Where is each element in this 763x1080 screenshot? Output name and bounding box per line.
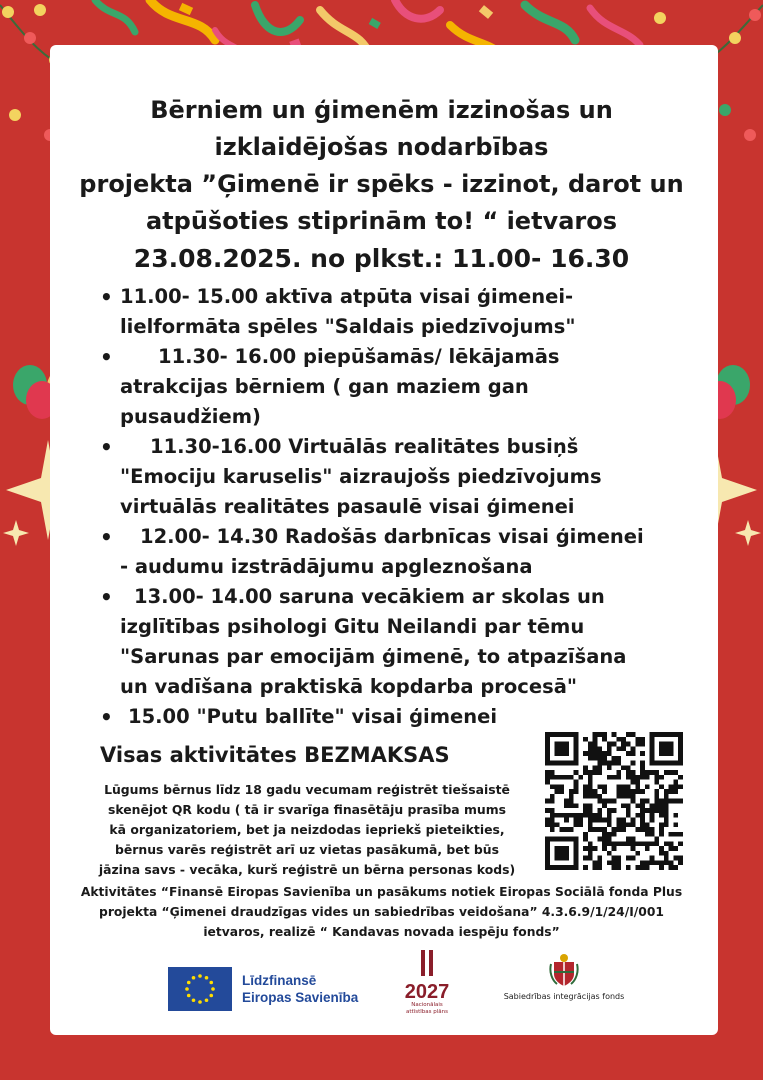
nap-2027-logo <box>392 948 462 1016</box>
eu-logo-line: Eiropas Savienība <box>242 990 359 1005</box>
eu-logo-text <box>242 972 358 1006</box>
activity-line: pusaudžiem) <box>120 405 261 428</box>
title-line: atpūšoties stiprinām to! “ ietvaros <box>145 207 617 235</box>
activity-line: lielformāta spēles "Saldais piedzīvojums" <box>120 315 576 338</box>
registration-note <box>72 780 542 880</box>
registration-line: skenējot QR kodu ( tā ir svarīga finasētāju prasība mums <box>107 802 507 817</box>
nap-bars-icon <box>407 948 447 978</box>
activity-item <box>120 342 660 432</box>
eu-star-icon <box>187 981 191 985</box>
event-date: 23.08.2025. no plkst.: 11.00- 16.30 <box>133 244 630 273</box>
nap-line: attīstības plāns <box>406 1009 448 1015</box>
funding-statement <box>60 882 703 942</box>
activity-line: • 11.30-16.00 Virtuālās realitātes busiņš <box>150 435 579 458</box>
funding-line: ietvaros, realizē “ Kandavas novada iespēju fonds” <box>203 925 560 939</box>
activity-item <box>120 582 660 702</box>
eu-star-icon <box>211 987 215 991</box>
nap-year: 2027 <box>404 981 450 1003</box>
coat-of-arms-icon <box>549 952 579 988</box>
activity-line: • 11.30- 16.00 piepūšamās/ lēkājamās <box>158 345 560 368</box>
eu-star-icon <box>209 994 213 998</box>
activity-line: • 11.00- 15.00 aktīva atpūta visai ģimenei- <box>120 285 574 308</box>
eu-star-icon <box>192 976 196 980</box>
activity-line: • 12.00- 14.30 Radošās darbnīcas visai ģimenei <box>140 525 644 548</box>
registration-line: jāzina savs - vecāka, kurš reģistrē un bērna personas kods) <box>98 862 516 877</box>
eu-star-icon <box>205 976 209 980</box>
activity-item <box>120 702 660 732</box>
activity-item <box>120 522 660 582</box>
registration-line: kā organizatoriem, bet ja neizdodas iepriekš pieteikties, <box>109 822 505 837</box>
activity-line: • 15.00 "Putu ballīte" visai ģimenei <box>128 705 498 728</box>
registration-line: bērnus varēs reģistrēt arī uz vietas pasākumā, bet būs <box>114 842 499 857</box>
activity-list <box>120 282 660 732</box>
activity-line: un vadīšana praktiskā kopdarba procesā" <box>120 675 578 698</box>
activity-line: virtuālās realitātes pasaulē visai ģimenei <box>120 495 575 518</box>
activity-line: izglītības psihologi Gitu Neilandi par tēmu <box>120 615 585 638</box>
sif-logo <box>494 952 634 1001</box>
activity-line: • 13.00- 14.00 saruna vecākiem ar skolas un <box>134 585 605 608</box>
eu-cofunded-logo <box>168 966 358 1012</box>
title-line: projekta ”Ģimenē ir spēks - izzinot, darot un <box>79 170 684 198</box>
nap-line: Nacionālais <box>411 1002 443 1008</box>
activity-line: atrakcijas bērniem ( gan maziem gan <box>120 375 529 398</box>
eu-star-icon <box>198 1000 202 1004</box>
eu-logo-line: Līdzfinansē <box>242 973 317 988</box>
eu-star-icon <box>205 998 209 1002</box>
registration-line: Lūgums bērnus līdz 18 gadu vecumam reģistrēt tiešsaistē <box>104 782 510 797</box>
funding-line: Aktivitātes “Finansē Eiropas Savienība un pasākums notiek Eiropas Sociālā fonda Plus <box>80 885 683 899</box>
activity-line: "Sarunas par emocijām ģimenē, to atpazīšana <box>120 645 627 668</box>
sif-name: Sabiedrības integrācijas fonds <box>503 992 625 1001</box>
activity-line: - audumu izstrādājumu apgleznošana <box>120 555 533 578</box>
eu-star-icon <box>198 974 202 978</box>
title-line: izklaidējošas nodarbības <box>214 133 549 161</box>
title-line: Bērniem un ģimenēm izzinošas un <box>150 96 613 124</box>
eu-flag-icon <box>168 967 232 1011</box>
eu-star-icon <box>192 998 196 1002</box>
activity-item <box>120 282 660 342</box>
eu-star-icon <box>209 981 213 985</box>
poster-title <box>60 92 703 277</box>
registration-qr-code[interactable] <box>545 732 683 870</box>
eu-star-icon <box>187 994 191 998</box>
eu-star-icon <box>185 987 189 991</box>
activity-item <box>120 432 660 522</box>
free-of-charge-heading: Visas aktivitātes BEZMAKSAS <box>100 743 450 767</box>
activity-line: "Emociju karuselis" aizraujošs piedzīvojums <box>120 465 602 488</box>
funding-line: projekta “Ģimenei draudzīgas vides un sabiedrības veidošana” 4.3.6.9/1/24/I/001 <box>99 905 664 919</box>
